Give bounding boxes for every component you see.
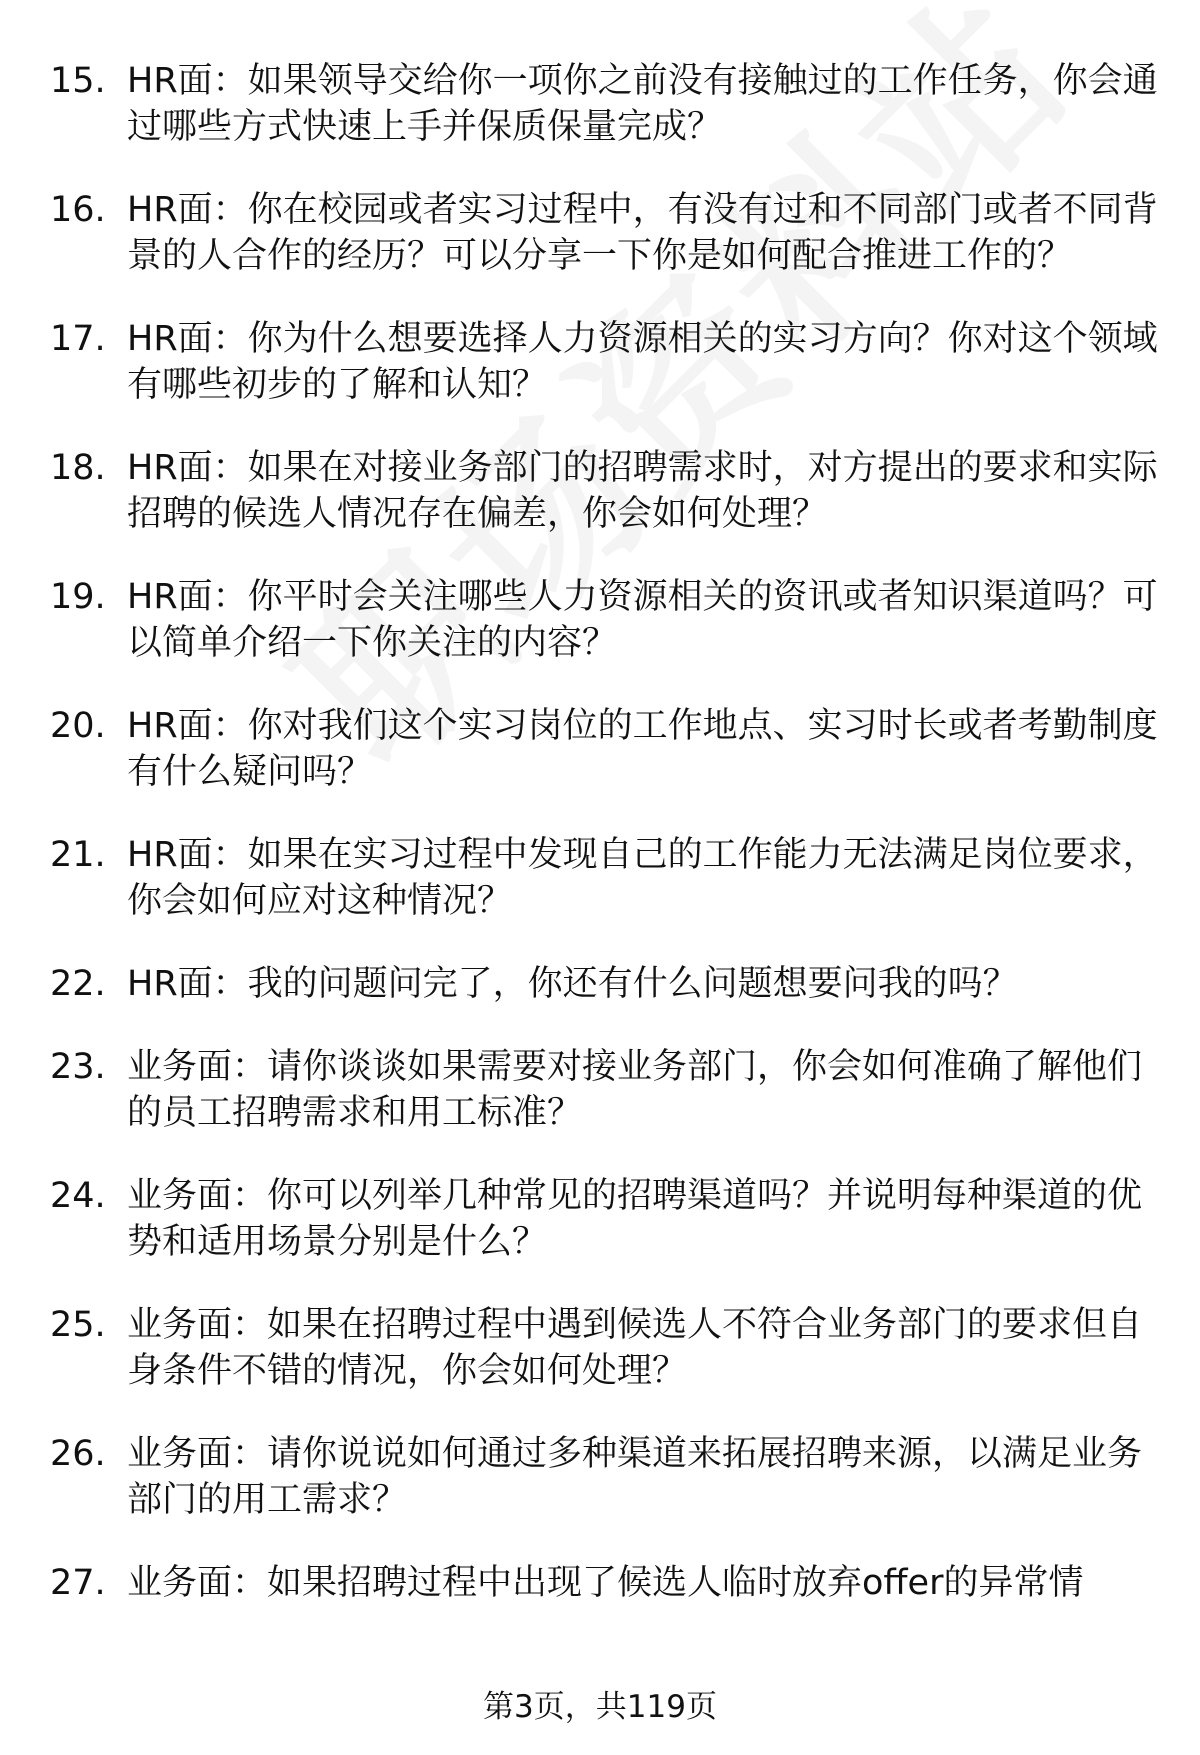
question-item (50, 316, 1160, 408)
question-number: 17. (50, 319, 106, 359)
question-text: HR面：你平时会关注哪些人力资源相关的资讯或者知识渠道吗？可以简单介绍一下你关注的内容？ (127, 577, 1158, 663)
question-item (50, 832, 1160, 924)
question-number: 26. (50, 1434, 106, 1474)
question-text: HR面：你在校园或者实习过程中，有没有过和不同部门或者不同背景的人合作的经历？可以分享一下你是如何配合推进工作的？ (127, 190, 1158, 276)
question-text: 业务面：你可以列举几种常见的招聘渠道吗？并说明每种渠道的优势和适用场景分别是什么？ (127, 1176, 1143, 1262)
question-number: 25. (50, 1305, 106, 1345)
question-text: HR面：我的问题问完了，你还有什么问题想要问我的吗？ (127, 964, 1018, 1004)
question-text: HR面：如果领导交给你一项你之前没有接触过的工作任务，你会通过哪些方式快速上手并保质保量完成？ (127, 61, 1158, 147)
question-text: 业务面：如果招聘过程中出现了候选人临时放弃offer的异常情 (127, 1563, 1084, 1603)
question-number: 18. (50, 448, 106, 488)
question-item (50, 1302, 1160, 1394)
question-number: 21. (50, 835, 106, 875)
question-number: 16. (50, 190, 106, 230)
question-text: HR面：如果在实习过程中发现自己的工作能力无法满足岗位要求，你会如何应对这种情况？ (127, 835, 1158, 921)
question-item (50, 961, 1160, 1007)
question-number: 20. (50, 706, 106, 746)
question-text: HR面：你为什么想要选择人力资源相关的实习方向？你对这个领域有哪些初步的了解和认知？ (127, 319, 1158, 405)
question-text: 业务面：请你说说如何通过多种渠道来拓展招聘来源，以满足业务部门的用工需求？ (127, 1434, 1143, 1520)
question-text: 业务面：请你谈谈如果需要对接业务部门，你会如何准确了解他们的员工招聘需求和用工标准？ (127, 1047, 1143, 1133)
question-list (50, 58, 1160, 1643)
question-item (50, 703, 1160, 795)
question-number: 23. (50, 1047, 106, 1087)
question-item (50, 445, 1160, 537)
question-text: HR面：你对我们这个实习岗位的工作地点、实习时长或者考勤制度有什么疑问吗？ (127, 706, 1158, 792)
question-number: 27. (50, 1563, 106, 1603)
question-text: HR面：如果在对接业务部门的招聘需求时，对方提出的要求和实际招聘的候选人情况存在偏差，你会如何处理？ (127, 448, 1158, 534)
question-number: 24. (50, 1176, 106, 1216)
question-item (50, 1560, 1160, 1606)
question-number: 15. (50, 61, 106, 101)
question-text: 业务面：如果在招聘过程中遇到候选人不符合业务部门的要求但自身条件不错的情况，你会如何处理？ (127, 1305, 1143, 1391)
question-number: 22. (50, 964, 106, 1004)
question-item (50, 58, 1160, 150)
question-number: 19. (50, 577, 106, 617)
question-item (50, 187, 1160, 279)
question-item (50, 1044, 1160, 1136)
page-footer: 第3页，共119页 (483, 1689, 717, 1725)
question-item (50, 1431, 1160, 1523)
question-item (50, 1173, 1160, 1265)
question-item (50, 574, 1160, 666)
